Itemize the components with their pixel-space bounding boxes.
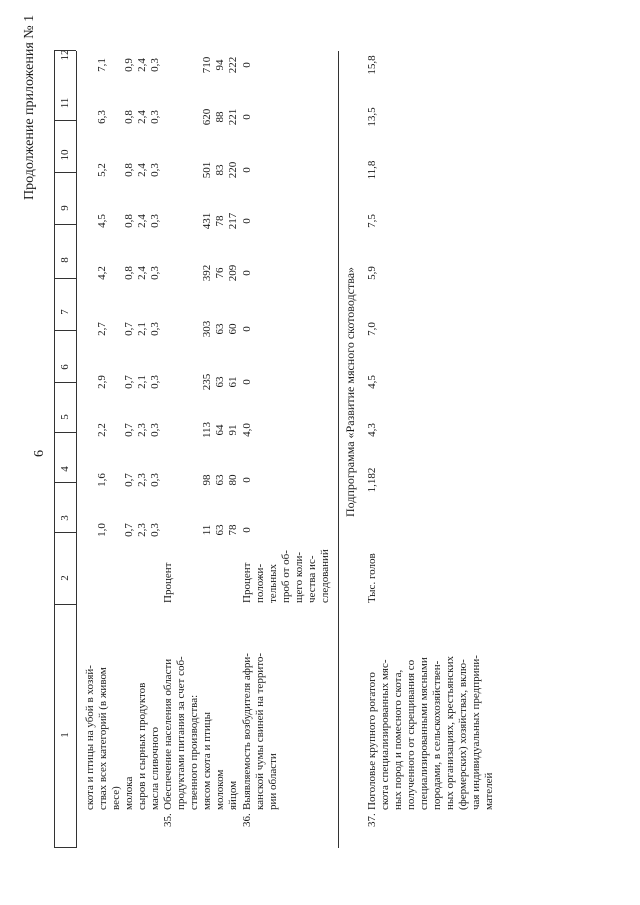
col-number-12: 12	[59, 49, 71, 61]
row36-value: 0	[241, 270, 253, 276]
row37-value: 4,3	[366, 423, 378, 437]
header-sep	[54, 120, 76, 121]
row34-sub-values: 0,8 2,4 0,3	[123, 266, 161, 280]
col-number-8: 8	[59, 257, 71, 263]
row34-text: скота и птицы на убой в хозяй- ствах всех категорий (в живом весе)	[84, 665, 122, 810]
appendix-header: Продолжение приложения № 1	[22, 14, 37, 200]
row37-text: Поголовье крупного рогатого скота специализированных мяс- ных пород и помесного скота, полученного от скрещивания со специализированными мясными породами, в сельскохозяйствен- ных организациях, крестьянских (фермерских) хозяйствах, вклю- чая индивидуальных предприни- мателей	[366, 655, 495, 810]
header-sep	[54, 432, 76, 433]
row34-sub-values: 0,8 2,4 0,3	[123, 110, 161, 124]
row36-value: 0	[241, 218, 253, 224]
col-number-9: 9	[59, 205, 71, 211]
page-number: 6	[32, 450, 47, 457]
header-sep	[54, 172, 76, 173]
row35-values: 392 76 209	[201, 264, 239, 282]
row36-value: 0	[241, 167, 253, 173]
row34-value: 1,6	[96, 473, 108, 487]
header-sep	[54, 847, 76, 848]
row34-sub-values: 0,7 2,1 0,3	[123, 322, 161, 336]
row34-value: 6,3	[96, 110, 108, 124]
row34-value: 7,1	[96, 58, 108, 72]
table-header-bottom-border	[76, 51, 77, 848]
row36-value: 0	[241, 326, 253, 332]
row37-value: 1,182	[366, 467, 378, 493]
row34-sub-values: 0,8 2,4 0,3	[123, 163, 161, 177]
row36-value: 0	[241, 527, 253, 533]
row34-sublabels: молока сыров и сырных продуктов масла сливочного	[123, 682, 161, 810]
header-sep	[54, 382, 76, 383]
row34-sub-values: 0,7 2,3 0,3	[123, 423, 161, 437]
table-section-border	[338, 51, 339, 848]
subprogram-title: Подпрограмма «Развитие мясного скотоводства»	[343, 266, 357, 517]
col-number-7: 7	[59, 309, 71, 315]
row35-values: 11 63 78	[201, 524, 239, 536]
row35-values: 235 63 61	[201, 373, 239, 391]
row34-sub-values: 0,7 2,3 0,3	[123, 473, 161, 487]
row34-value: 4,2	[96, 266, 108, 280]
col-number-2: 2	[59, 575, 71, 581]
row37-value: 11,8	[366, 160, 378, 180]
col-number-10: 10	[59, 149, 71, 161]
header-sep	[54, 482, 76, 483]
row35-sublabels: мясом скота и птицы молоком яйцом	[201, 712, 239, 810]
row36-value: 0	[241, 62, 253, 68]
row35-values: 620 88 221	[201, 108, 239, 126]
row37-value: 13,5	[366, 107, 378, 127]
row35-values: 710 94 222	[201, 56, 239, 74]
row34-sub-values: 0,7 2,3 0,3	[123, 523, 161, 537]
col-number-1: 1	[59, 732, 71, 738]
row35-unit: Процент	[162, 562, 174, 603]
row34-value: 2,2	[96, 423, 108, 437]
row35-number: 35.	[162, 813, 174, 827]
row37-value: 15,8	[366, 55, 378, 75]
header-sep	[54, 50, 76, 51]
row36-number: 36.	[241, 813, 253, 827]
col-number-11: 11	[59, 97, 71, 109]
header-sep	[54, 330, 76, 331]
row34-value: 4,5	[96, 214, 108, 228]
row36-value: 0	[241, 114, 253, 120]
header-sep	[54, 278, 76, 279]
row37-value: 4,5	[366, 375, 378, 389]
row34-sub-values: 0,8 2,4 0,3	[123, 214, 161, 228]
row34-value: 2,9	[96, 375, 108, 389]
row36-value: 4,0	[241, 423, 253, 437]
col-number-5: 5	[59, 414, 71, 420]
row37-number: 37.	[366, 813, 378, 827]
col-number-3: 3	[59, 515, 71, 521]
col-number-6: 6	[59, 364, 71, 370]
row34-value: 5,2	[96, 163, 108, 177]
row37-value: 5,9	[366, 266, 378, 280]
row34-value: 2,7	[96, 322, 108, 336]
row36-value: 0	[241, 379, 253, 385]
table-top-border	[54, 51, 55, 848]
header-sep	[54, 532, 76, 533]
row36-value: 0	[241, 477, 253, 483]
row34-value: 1,0	[96, 523, 108, 537]
row35-values: 303 63 60	[201, 320, 239, 338]
row37-value: 7,0	[366, 322, 378, 336]
row35-values: 98 63 80	[201, 474, 239, 486]
header-sep	[54, 224, 76, 225]
row35-values: 113 64 91	[201, 421, 239, 439]
row34-sub-values: 0,9 2,4 0,3	[123, 58, 161, 72]
row35-values: 501 83 220	[201, 161, 239, 179]
row37-unit: Тыс. голов	[366, 553, 378, 603]
row35-text: Обеспечение населения области продуктами питания за счет соб- ственного производства:	[162, 656, 200, 810]
row36-unit: Процент положи- тельных проб от об- щего коли- чества ис- следований	[241, 549, 331, 603]
row34-sub-values: 0,7 2,1 0,3	[123, 375, 161, 389]
row37-value: 7,5	[366, 214, 378, 228]
header-sep	[54, 604, 76, 605]
row36-text: Выявляемость возбудителя афри- канской чумы свиней на террито- рии области	[241, 652, 279, 810]
col-number-4: 4	[59, 466, 71, 472]
row35-values: 431 78 217	[201, 212, 239, 230]
